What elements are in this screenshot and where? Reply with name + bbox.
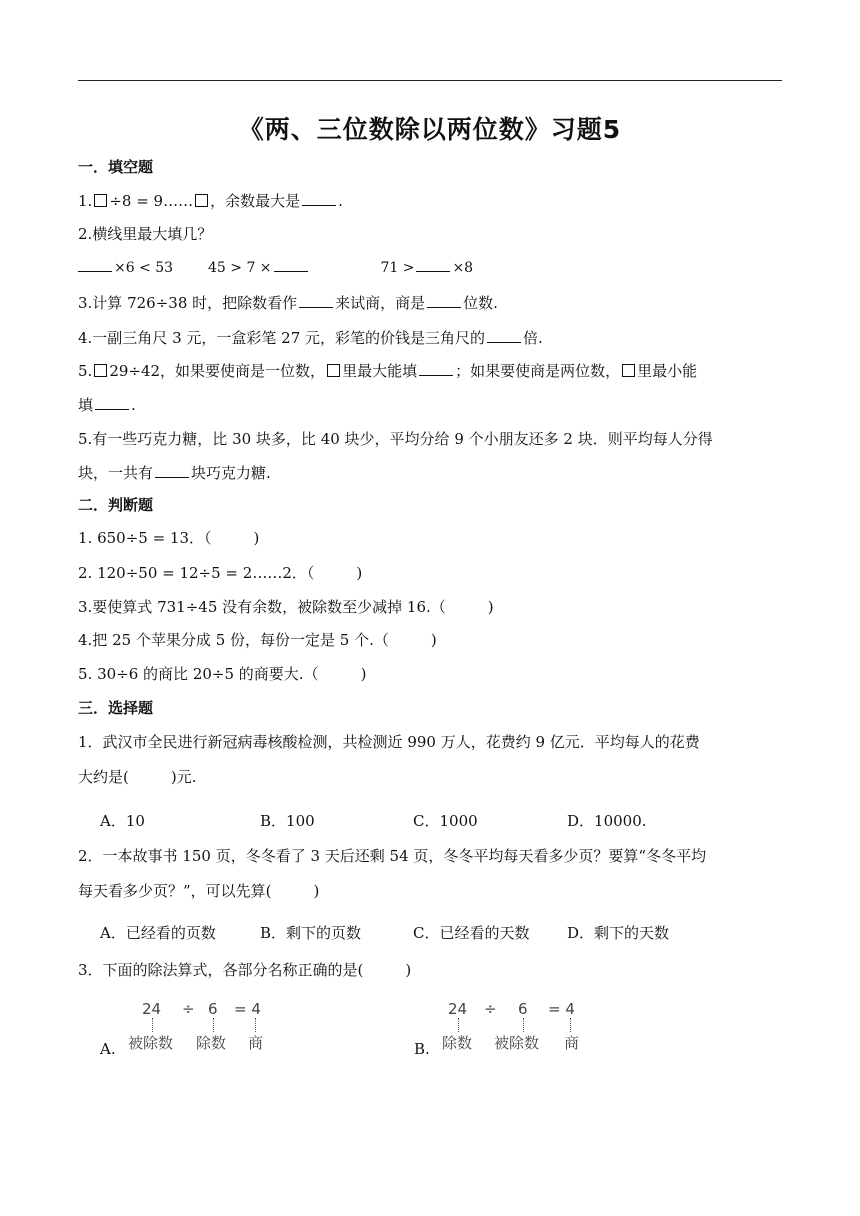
q1-2-c-end: ×8 bbox=[452, 260, 474, 276]
q1-5 bbox=[78, 361, 697, 381]
choice-q3-line1 bbox=[78, 960, 411, 980]
section3-heading: 三．选择题 bbox=[78, 699, 154, 717]
diagram-label-1: 被除数 bbox=[128, 1034, 174, 1052]
q1-1 bbox=[78, 191, 343, 211]
q1-3-a: 3.计算 726÷38 时，把除数看作 bbox=[78, 294, 298, 312]
diagram-label-3: 商 bbox=[564, 1034, 580, 1052]
option-b-diagram[interactable] bbox=[440, 1000, 610, 1060]
choice-q1-line1: 1．武汉市全民进行新冠病毒核酸检测，共检测近 990 万人，花费约 9 亿元．平均每人的花费 bbox=[78, 733, 700, 751]
q1-3 bbox=[78, 293, 498, 313]
judge-text: 4.把 25 个苹果分成 5 份，每份一定是 5 个.（ bbox=[78, 631, 389, 649]
choice-q2-line2 bbox=[78, 881, 319, 901]
option-c[interactable]: C．1000 bbox=[413, 812, 478, 830]
top-rule bbox=[78, 80, 782, 81]
answer-blank[interactable] bbox=[95, 395, 129, 410]
diagram-label-2: 被除数 bbox=[494, 1034, 540, 1052]
judge-close: ) bbox=[487, 598, 494, 616]
q1-1-end: . bbox=[338, 192, 343, 210]
diagram-divide-sign: ÷ bbox=[484, 1000, 497, 1018]
blank-box[interactable] bbox=[195, 194, 208, 207]
q1-4-b: 倍. bbox=[523, 329, 543, 347]
diagram-divisor-value: 6 bbox=[518, 1000, 528, 1018]
blank-box[interactable] bbox=[622, 364, 635, 377]
diagram-quotient-value: = 4 bbox=[234, 1000, 261, 1018]
q1-1-prefix: 1. bbox=[78, 192, 93, 210]
judge-close: ) bbox=[253, 529, 260, 547]
q1-2-c: 71 > bbox=[380, 260, 415, 276]
q1-6-cont bbox=[78, 463, 271, 483]
option-c[interactable]: C．已经看的天数 bbox=[413, 924, 530, 942]
judge-close: ) bbox=[356, 564, 363, 582]
answer-blank[interactable] bbox=[78, 257, 112, 272]
judge-text: 5. 30÷6 的商比 20÷5 的商要大.（ bbox=[78, 665, 319, 683]
answer-blank[interactable] bbox=[274, 257, 308, 272]
q1-1-suffix: ，余数最大是 bbox=[210, 192, 301, 210]
q1-5-c: 里最大能填 bbox=[342, 362, 418, 380]
diagram-label-1: 除数 bbox=[442, 1034, 473, 1052]
judge-text: 3.要使算式 731÷45 没有余数，被除数至少减掉 16.（ bbox=[78, 598, 446, 616]
judge-item bbox=[78, 630, 437, 650]
option-d[interactable]: D．10000. bbox=[567, 812, 647, 830]
choice-q1-end: )元. bbox=[170, 768, 197, 786]
q1-5-b: 29÷42，如果要使商是一位数， bbox=[109, 362, 326, 380]
blank-box[interactable] bbox=[94, 364, 107, 377]
q1-5-d: ；如果要使商是两位数， bbox=[455, 362, 621, 380]
blank-box[interactable] bbox=[94, 194, 107, 207]
answer-blank[interactable] bbox=[419, 361, 453, 376]
q1-3-b: 来试商，商是 bbox=[335, 294, 426, 312]
section1-heading: 一．填空题 bbox=[78, 158, 154, 176]
choice-q2-line1: 2．一本故事书 150 页，冬冬看了 3 天后还剩 54 页，冬冬平均每天看多少页？要算“冬冬平均 bbox=[78, 847, 707, 865]
q1-4 bbox=[78, 328, 543, 348]
page-title: 《两、三位数除以两位数》习题5 bbox=[238, 115, 622, 144]
choice-q1-stem: 大约是( bbox=[78, 768, 129, 786]
q1-2-b: 45 > 7 × bbox=[208, 260, 272, 276]
option-d[interactable]: D．剩下的天数 bbox=[567, 924, 670, 942]
diagram-label-3: 商 bbox=[248, 1034, 264, 1052]
judge-close: ) bbox=[360, 665, 367, 683]
q1-2-items bbox=[78, 257, 473, 278]
option-a-diagram[interactable] bbox=[124, 1000, 284, 1060]
q1-2: 2.横线里最大填几？ bbox=[78, 225, 213, 243]
choice-q3-stem: 3．下面的除法算式，各部分名称正确的是( bbox=[78, 961, 364, 979]
q1-3-c: 位数. bbox=[463, 294, 498, 312]
answer-blank[interactable] bbox=[302, 191, 336, 206]
judge-close: ) bbox=[430, 631, 437, 649]
answer-blank[interactable] bbox=[155, 463, 189, 478]
judge-item bbox=[78, 664, 366, 684]
answer-blank[interactable] bbox=[416, 257, 450, 272]
diagram-label-2: 除数 bbox=[196, 1034, 227, 1052]
q1-1-mid: ÷8 = 9…… bbox=[109, 192, 194, 210]
section2-heading: 二．判断题 bbox=[78, 496, 154, 514]
q1-2-a: ×6 < 53 bbox=[114, 260, 174, 276]
q1-4-a: 4.一副三角尺 3 元，一盒彩笔 27 元，彩笔的价钱是三角尺的 bbox=[78, 329, 486, 347]
option-a[interactable]: A．10 bbox=[100, 812, 145, 830]
judge-item bbox=[78, 597, 494, 617]
judge-text: 1. 650÷5 = 13．（ bbox=[78, 529, 212, 547]
diagram-quotient-value: = 4 bbox=[548, 1000, 575, 1018]
q1-5-a: 5. bbox=[78, 362, 93, 380]
diagram-dividend-value: 24 bbox=[142, 1000, 162, 1018]
option-b[interactable]: B．100 bbox=[260, 812, 315, 830]
choice-q2-end: ) bbox=[313, 882, 320, 900]
q1-6: 5.有一些巧克力糖，比 30 块多，比 40 块少，平均分给 9 个小朋友还多 2 块．则平均每人分得 bbox=[78, 430, 713, 448]
diagram-divisor-value: 6 bbox=[208, 1000, 218, 1018]
judge-item bbox=[78, 563, 362, 583]
choice-q2-stem: 每天看多少页？”，可以先算( bbox=[78, 882, 272, 900]
option-b[interactable]: B．剩下的页数 bbox=[260, 924, 362, 942]
option-a-label[interactable]: A. bbox=[100, 1040, 116, 1058]
judge-item bbox=[78, 528, 259, 548]
blank-box[interactable] bbox=[327, 364, 340, 377]
q1-5-f: 填 bbox=[78, 396, 94, 414]
option-b-label[interactable]: B. bbox=[414, 1040, 430, 1058]
diagram-dividend-value: 24 bbox=[448, 1000, 468, 1018]
answer-blank[interactable] bbox=[427, 293, 461, 308]
option-a[interactable]: A．已经看的页数 bbox=[100, 924, 216, 942]
choice-q1-line2 bbox=[78, 767, 196, 787]
q1-5-e: 里最小能 bbox=[637, 362, 698, 380]
choice-q3-end: ) bbox=[405, 961, 412, 979]
answer-blank[interactable] bbox=[299, 293, 333, 308]
judge-text: 2. 120÷50 = 12÷5 = 2……2．（ bbox=[78, 564, 315, 582]
answer-blank[interactable] bbox=[487, 328, 521, 343]
q1-6-b: 块，一共有 bbox=[78, 464, 154, 482]
q1-6-c: 块巧克力糖. bbox=[191, 464, 271, 482]
q1-5-g: . bbox=[131, 396, 136, 414]
q1-5-cont bbox=[78, 395, 136, 415]
diagram-divide-sign: ÷ bbox=[182, 1000, 195, 1018]
